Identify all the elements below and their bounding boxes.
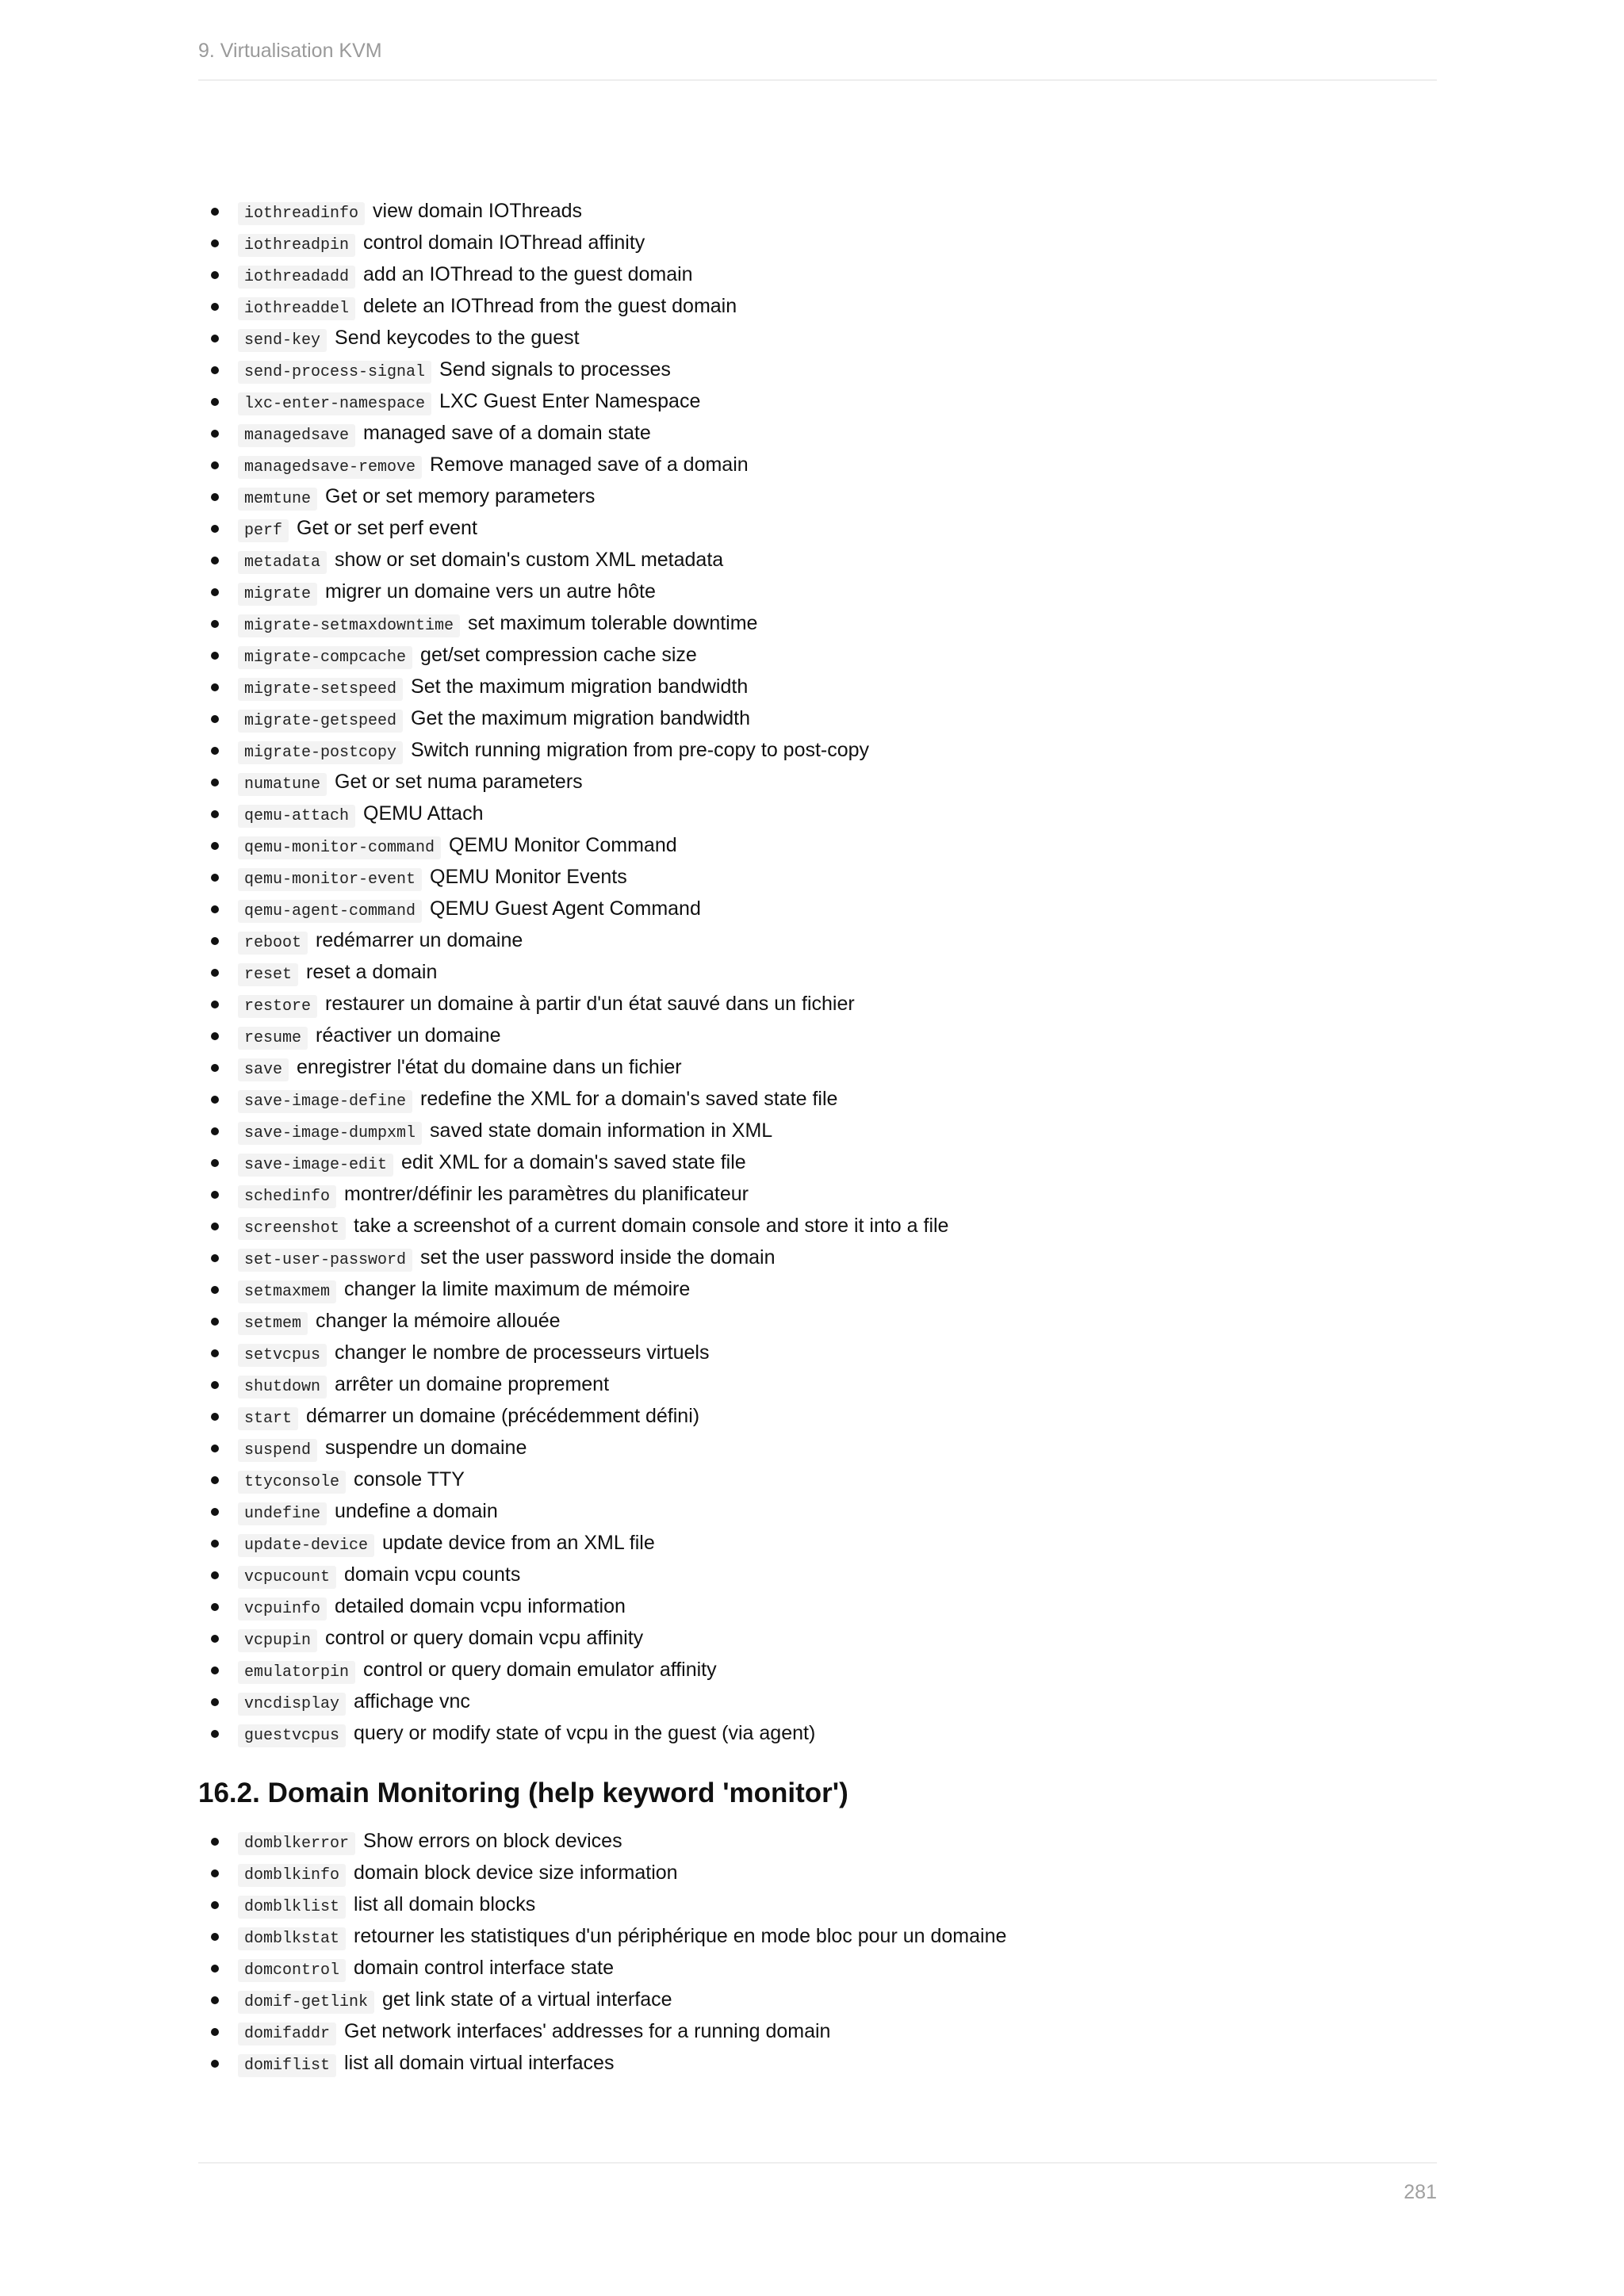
bullet-icon — [211, 1032, 219, 1040]
bullet-icon — [211, 1413, 219, 1421]
command-name: migrate-setspeed — [238, 678, 403, 701]
command-description: get/set compression cache size — [420, 644, 697, 666]
command-name: domblkstat — [238, 1927, 346, 1950]
bullet-icon — [211, 1223, 219, 1230]
command-name: lxc-enter-namespace — [238, 392, 431, 415]
bullet-icon — [211, 1996, 219, 2004]
bullet-icon — [211, 747, 219, 755]
command-description: changer la mémoire allouée — [316, 1310, 561, 1332]
list-item — [198, 1115, 1437, 1146]
command-name: domiflist — [238, 2054, 336, 2077]
list-item — [198, 829, 1437, 861]
command-description: control or query domain emulator affinity — [363, 1659, 717, 1681]
command-name: vcpupin — [238, 1629, 317, 1652]
command-description: set maximum tolerable downtime — [468, 612, 758, 634]
command-name: domif-getlink — [238, 1991, 374, 2014]
command-description: changer le nombre de processeurs virtuels — [335, 1341, 710, 1364]
bullet-icon — [211, 1933, 219, 1941]
list-item — [198, 258, 1437, 290]
command-description: Get or set memory parameters — [325, 485, 596, 507]
command-name: undefine — [238, 1502, 327, 1525]
bullet-icon — [211, 1508, 219, 1516]
list-item — [198, 1559, 1437, 1590]
bullet-icon — [211, 303, 219, 311]
command-description: reset a domain — [306, 961, 438, 983]
list-item — [198, 1686, 1437, 1717]
bullet-icon — [211, 1064, 219, 1072]
command-name: emulatorpin — [238, 1661, 355, 1684]
command-name: save-image-edit — [238, 1154, 393, 1177]
command-description: add an IOThread to the guest domain — [363, 263, 693, 285]
bullet-icon — [211, 366, 219, 374]
running-title: 9. Virtualisation KVM — [198, 40, 382, 62]
bullet-icon — [211, 461, 219, 469]
command-description: QEMU Monitor Events — [430, 866, 627, 888]
command-name: vncdisplay — [238, 1693, 346, 1716]
bullet-icon — [211, 620, 219, 628]
list-item — [198, 1857, 1437, 1888]
command-description: LXC Guest Enter Namespace — [439, 390, 701, 412]
command-name: iothreadpin — [238, 234, 355, 257]
command-name: metadata — [238, 551, 327, 574]
command-description: changer la limite maximum de mémoire — [344, 1278, 691, 1300]
list-item — [198, 449, 1437, 480]
list-item — [198, 734, 1437, 766]
bullet-icon — [211, 588, 219, 596]
section-title: 16.2. Domain Monitoring (help keyword 'monitor') — [198, 1777, 848, 1808]
command-description: affichage vnc — [354, 1690, 470, 1712]
command-description: managed save of a domain state — [363, 422, 651, 444]
bullet-icon — [211, 1667, 219, 1674]
bullet-icon — [211, 1159, 219, 1167]
list-item — [198, 2015, 1437, 2047]
list-item — [198, 1952, 1437, 1984]
list-item — [198, 893, 1437, 924]
command-name: reset — [238, 963, 298, 986]
list-item — [198, 544, 1437, 576]
command-description: show or set domain's custom XML metadata — [335, 549, 724, 571]
command-description: list all domain blocks — [354, 1893, 536, 1915]
list-item — [198, 1825, 1437, 1857]
command-description: get link state of a virtual interface — [382, 1988, 672, 2011]
list-item — [198, 1888, 1437, 1920]
command-name: domblklist — [238, 1896, 346, 1919]
bullet-icon — [211, 2060, 219, 2068]
command-description: Get network interfaces' addresses for a running domain — [344, 2020, 831, 2042]
command-name: migrate-getspeed — [238, 710, 403, 733]
command-description: edit XML for a domain's saved state file — [401, 1151, 746, 1173]
bullet-icon — [211, 525, 219, 533]
command-name: qemu-attach — [238, 805, 355, 828]
bullet-icon — [211, 1838, 219, 1846]
command-description: QEMU Monitor Command — [449, 834, 677, 856]
list-item — [198, 1622, 1437, 1654]
command-name: memtune — [238, 488, 317, 511]
command-description: redefine the XML for a domain's saved state file — [420, 1088, 838, 1110]
list-item — [198, 924, 1437, 956]
command-name: domcontrol — [238, 1959, 346, 1982]
command-description: réactiver un domaine — [316, 1024, 501, 1047]
list-item — [198, 607, 1437, 639]
bullet-icon — [211, 715, 219, 723]
command-description: update device from an XML file — [382, 1532, 655, 1554]
command-name: send-process-signal — [238, 361, 431, 384]
command-description: Get or set perf event — [297, 517, 477, 539]
list-item — [198, 798, 1437, 829]
list-item — [198, 1464, 1437, 1495]
command-name: numatune — [238, 773, 327, 796]
list-item — [198, 512, 1437, 544]
command-description: domain control interface state — [354, 1957, 614, 1979]
command-description: Remove managed save of a domain — [430, 453, 749, 476]
command-name: resume — [238, 1027, 308, 1050]
list-item — [198, 1368, 1437, 1400]
command-name: ttyconsole — [238, 1471, 346, 1494]
list-item — [198, 576, 1437, 607]
command-name: reboot — [238, 932, 308, 955]
bullet-icon — [211, 1318, 219, 1326]
list-item — [198, 861, 1437, 893]
list-item — [198, 385, 1437, 417]
bullet-icon — [211, 1254, 219, 1262]
command-description: control domain IOThread affinity — [363, 232, 645, 254]
bullet-icon — [211, 1540, 219, 1548]
bullet-icon — [211, 208, 219, 216]
bullet-icon — [211, 239, 219, 247]
list-item — [198, 290, 1437, 322]
bullet-icon — [211, 271, 219, 279]
command-description: migrer un domaine vers un autre hôte — [325, 580, 656, 603]
bullet-icon — [211, 1445, 219, 1452]
command-name: iothreadadd — [238, 266, 355, 289]
bullet-icon — [211, 937, 219, 945]
bullet-icon — [211, 779, 219, 786]
command-name: suspend — [238, 1439, 317, 1462]
list-item — [198, 1920, 1437, 1952]
command-name: vcpucount — [238, 1566, 336, 1589]
command-name: qemu-agent-command — [238, 900, 422, 923]
list-item — [198, 322, 1437, 354]
command-description: view domain IOThreads — [373, 200, 583, 222]
list-item — [198, 1400, 1437, 1432]
command-description: console TTY — [354, 1468, 465, 1490]
list-item — [198, 766, 1437, 798]
bullet-icon — [211, 683, 219, 691]
bullet-icon — [211, 905, 219, 913]
command-description: set the user password inside the domain — [420, 1246, 776, 1269]
command-name: domblkinfo — [238, 1864, 346, 1887]
list-item — [198, 1020, 1437, 1051]
bullet-icon — [211, 1730, 219, 1738]
command-name: migrate-postcopy — [238, 741, 403, 764]
command-name: shutdown — [238, 1376, 327, 1399]
command-name: migrate-compcache — [238, 646, 412, 669]
list-item — [198, 702, 1437, 734]
bullet-icon — [211, 1698, 219, 1706]
list-item — [198, 1527, 1437, 1559]
command-name: save-image-define — [238, 1090, 412, 1113]
bullet-icon — [211, 1476, 219, 1484]
list-item — [198, 1717, 1437, 1749]
list-item — [198, 1654, 1437, 1686]
list-item — [198, 1337, 1437, 1368]
bullet-icon — [211, 398, 219, 406]
bullet-icon — [211, 1286, 219, 1294]
command-description: enregistrer l'état du domaine dans un fichier — [297, 1056, 682, 1078]
bullet-icon — [211, 2028, 219, 2036]
command-description: saved state domain information in XML — [430, 1119, 773, 1142]
command-name: vcpuinfo — [238, 1598, 327, 1621]
list-item — [198, 1305, 1437, 1337]
list-item — [198, 1210, 1437, 1242]
bullet-icon — [211, 652, 219, 660]
list-item — [198, 1051, 1437, 1083]
command-description: arrêter un domaine proprement — [335, 1373, 610, 1395]
command-name: qemu-monitor-event — [238, 868, 422, 891]
command-description: detailed domain vcpu information — [335, 1595, 626, 1617]
command-name: migrate — [238, 583, 317, 606]
command-description: undefine a domain — [335, 1500, 498, 1522]
command-description: take a screenshot of a current domain console and store it into a file — [354, 1215, 949, 1237]
page-number: 281 — [1404, 2181, 1437, 2203]
bullet-icon — [211, 1127, 219, 1135]
list-item — [198, 1146, 1437, 1178]
command-description: QEMU Attach — [363, 802, 484, 825]
command-description: domain block device size information — [354, 1862, 678, 1884]
list-item — [198, 1432, 1437, 1464]
list-item — [198, 480, 1437, 512]
command-description: redémarrer un domaine — [316, 929, 523, 951]
page-footer — [198, 2162, 1437, 2204]
command-description: Switch running migration from pre-copy to post-copy — [411, 739, 870, 761]
command-name: setmaxmem — [238, 1280, 336, 1303]
command-name: perf — [238, 519, 289, 542]
bullet-icon — [211, 1001, 219, 1008]
command-name: setvcpus — [238, 1344, 327, 1367]
command-description: montrer/définir les paramètres du planificateur — [344, 1183, 749, 1205]
command-description: list all domain virtual interfaces — [344, 2052, 615, 2074]
command-description: domain vcpu counts — [344, 1563, 521, 1586]
list-item — [198, 227, 1437, 258]
bullet-icon — [211, 842, 219, 850]
bullet-icon — [211, 810, 219, 818]
list-item — [198, 1178, 1437, 1210]
command-name: restore — [238, 995, 317, 1018]
command-description: Send keycodes to the guest — [335, 327, 580, 349]
command-description: Get or set numa parameters — [335, 771, 583, 793]
bullet-icon — [211, 1191, 219, 1199]
bullet-icon — [211, 874, 219, 882]
bullet-icon — [211, 557, 219, 564]
list-item — [198, 1590, 1437, 1622]
command-description: Get the maximum migration bandwidth — [411, 707, 750, 729]
list-item — [198, 956, 1437, 988]
command-description: démarrer un domaine (précédemment défini) — [306, 1405, 700, 1427]
bullet-icon — [211, 1901, 219, 1909]
command-name: send-key — [238, 329, 327, 352]
command-description: QEMU Guest Agent Command — [430, 897, 701, 920]
command-name: iothreaddel — [238, 297, 355, 320]
monitor-command-list — [198, 1825, 1437, 2079]
list-item — [198, 195, 1437, 227]
command-list — [198, 195, 1437, 1749]
bullet-icon — [211, 335, 219, 342]
command-name: setmem — [238, 1312, 308, 1335]
command-description: query or modify state of vcpu in the guest (via agent) — [354, 1722, 816, 1744]
page-content — [198, 195, 1437, 2079]
bullet-icon — [211, 1603, 219, 1611]
bullet-icon — [211, 1381, 219, 1389]
command-name: migrate-setmaxdowntime — [238, 614, 460, 637]
command-description: Show errors on block devices — [363, 1830, 622, 1852]
command-name: start — [238, 1407, 298, 1430]
list-item — [198, 671, 1437, 702]
command-name: save — [238, 1058, 289, 1081]
list-item — [198, 2047, 1437, 2079]
command-name: iothreadinfo — [238, 202, 365, 225]
list-item — [198, 1495, 1437, 1527]
command-description: restaurer un domaine à partir d'un état sauvé dans un fichier — [325, 993, 855, 1015]
bullet-icon — [211, 1635, 219, 1643]
command-name: domblkerror — [238, 1832, 355, 1855]
command-name: set-user-password — [238, 1249, 412, 1272]
bullet-icon — [211, 1965, 219, 1973]
list-item — [198, 1083, 1437, 1115]
bullet-icon — [211, 1349, 219, 1357]
page-header — [198, 35, 1437, 81]
command-name: managedsave-remove — [238, 456, 422, 479]
command-name: qemu-monitor-command — [238, 836, 441, 859]
bullet-icon — [211, 430, 219, 438]
list-item — [198, 639, 1437, 671]
command-description: control or query domain vcpu affinity — [325, 1627, 644, 1649]
command-name: schedinfo — [238, 1185, 336, 1208]
command-description: Set the maximum migration bandwidth — [411, 675, 749, 698]
list-item — [198, 1242, 1437, 1273]
bullet-icon — [211, 969, 219, 977]
command-name: guestvcpus — [238, 1724, 346, 1747]
command-name: domifaddr — [238, 2022, 336, 2045]
list-item — [198, 417, 1437, 449]
list-item — [198, 1273, 1437, 1305]
command-description: retourner les statistiques d'un périphérique en mode bloc pour un domaine — [354, 1925, 1007, 1947]
command-description: Send signals to processes — [439, 358, 671, 381]
list-item — [198, 988, 1437, 1020]
bullet-icon — [211, 1869, 219, 1877]
list-item — [198, 1984, 1437, 2015]
list-item — [198, 354, 1437, 385]
command-name: managedsave — [238, 424, 355, 447]
command-name: update-device — [238, 1534, 374, 1557]
bullet-icon — [211, 1096, 219, 1104]
command-name: screenshot — [238, 1217, 346, 1240]
bullet-icon — [211, 493, 219, 501]
command-name: save-image-dumpxml — [238, 1122, 422, 1145]
bullet-icon — [211, 1571, 219, 1579]
command-description: delete an IOThread from the guest domain — [363, 295, 737, 317]
command-description: suspendre un domaine — [325, 1437, 527, 1459]
